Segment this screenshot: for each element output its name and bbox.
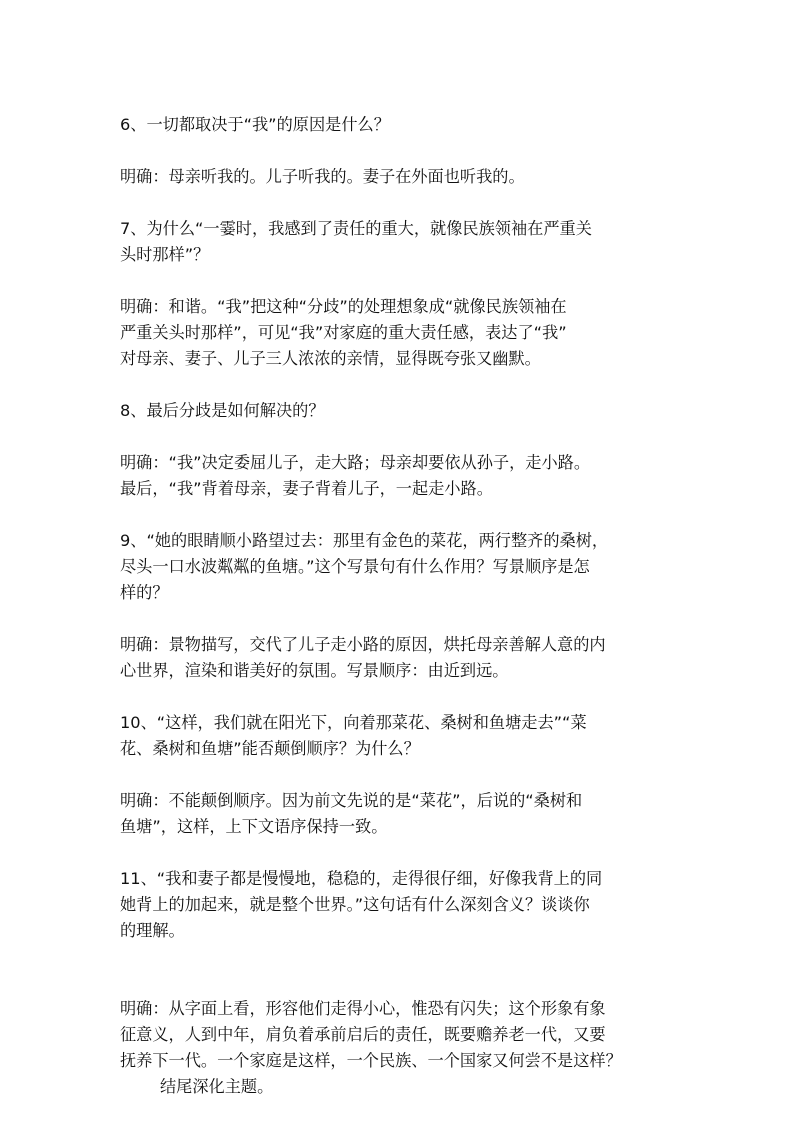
answer-11 [120, 970, 680, 1126]
document-page [120, 112, 680, 1126]
question-10: 10、“这样，我们就在阳光下，向着那菜花、桑树和鱼塘走去”“菜 花、桑树和鱼塘”能否颠倒顺序？为什么？ [120, 713, 587, 758]
answer-7: 明确：和谐。“我”把这种“分歧”的处理想象成“就像民族领袖在 严重关头时那样”，可见“我”对家庭的重大责任感，表达了“我” 对母亲、妻子、儿子三人浓浓的亲情，显得既夸张又幽默。 [120, 297, 567, 368]
answer-9: 明确：景物描写，交代了儿子走小路的原因，烘托母亲善解人意的内 心世界，渲染和谐美好的氛围。写景顺序：由近到远。 [120, 635, 606, 680]
answer-11-text: 明确：从字面上看，形容他们走得小心，惟恐有闪失；这个形象有象 征意义，人到中年，肩负着承前启后的责任，既要赡养老一代，又要 抚养下一代。一个家庭是这样，一个民族、一个国家又何尝不是这样？ [120, 999, 622, 1070]
answer-6: 明确：母亲听我的。儿子听我的。妻子在外面也听我的。 [120, 167, 525, 186]
question-9: 9、“她的眼睛顺小路望过去：那里有金色的菜花，两行整齐的桑树， 尽头一口水波粼粼的鱼塘。”这个写景句有什么作用？写景顺序是怎 样的？ [120, 531, 609, 602]
closing-note: 结尾深化主题。 [160, 1077, 274, 1096]
question-8: 8、最后分歧是如何解决的？ [120, 401, 325, 420]
question-6: 6、一切都取决于“我”的原因是什么？ [120, 115, 390, 134]
answer-10: 明确：不能颠倒顺序。因为前文先说的是“菜花”，后说的“桑树和 鱼塘”，这样，上下文语序保持一致。 [120, 791, 583, 836]
question-7: 7、为什么“一霎时，我感到了责任的重大，就像民族领袖在严重关 头时那样”？ [120, 219, 592, 264]
question-11: 11、“我和妻子都是慢慢地，稳稳的，走得很仔细，好像我背上的同 她背上的加起来，就是整个世界。”这句话有什么深刻含义？谈谈你 的理解。 [120, 869, 603, 940]
answer-8: 明确：“我”决定委屈儿子，走大路；母亲却要依从孙子，走小路。 最后，“我”背着母亲，妻子背着儿子，一起走小路。 [120, 453, 591, 498]
